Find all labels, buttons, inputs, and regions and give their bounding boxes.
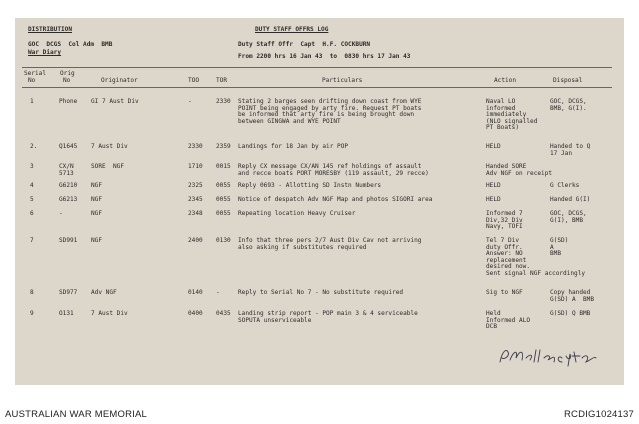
row-disposal-line: BMB bbox=[550, 250, 562, 258]
row-disposal-line: GOC, DCGS, bbox=[550, 98, 587, 105]
header-rule-top bbox=[22, 67, 612, 68]
row-disposal-line: BMB, G(I). bbox=[550, 104, 587, 112]
row-particulars-line: Landing strip report - POP main 3 & 4 serviceable bbox=[238, 310, 418, 317]
row-tor: 0055 bbox=[216, 182, 231, 189]
col-tor: TOR bbox=[216, 77, 228, 84]
col-too: TOO bbox=[188, 77, 200, 84]
row-particulars-line: Reply 0693 - Allotting SD Instn Numbers bbox=[238, 182, 382, 189]
row-disposal-line: A bbox=[550, 243, 554, 251]
row-action-line: Held bbox=[486, 310, 501, 317]
row-serial: 6 bbox=[30, 210, 34, 217]
col-disposal: Disposal bbox=[553, 77, 583, 84]
footer-institution: AUSTRALIAN WAR MEMORIAL bbox=[5, 409, 148, 420]
row-serial: 2. bbox=[30, 143, 38, 150]
col-orig: Orig bbox=[60, 70, 75, 77]
row-orig-no: G6213 bbox=[59, 196, 78, 203]
row-action-line: HELD bbox=[486, 196, 501, 203]
col-serial-no: No bbox=[28, 77, 36, 84]
row-tor: 0130 bbox=[216, 237, 231, 244]
row-action-line: Informed 7 bbox=[486, 210, 523, 217]
row-tor: 2330 bbox=[216, 98, 231, 105]
row-particulars-line: Repeating location Heavy Cruiser bbox=[238, 210, 356, 217]
row-tor: 2359 bbox=[216, 143, 231, 150]
row-particulars-line: Landings for 18 Jan by air POP bbox=[238, 143, 349, 150]
row-action-line: replacement bbox=[486, 256, 527, 264]
row-serial: 1 bbox=[30, 98, 34, 105]
row-orig-no: CX/N bbox=[59, 163, 74, 170]
col-serial: Serial bbox=[24, 70, 47, 77]
row-particulars-line: Notice of despatch Adv NGF Map and photos SIGORI area bbox=[238, 196, 433, 203]
row-disposal-line: G Clerks bbox=[550, 182, 580, 189]
row-disposal-line: 17 Jan bbox=[550, 149, 573, 157]
distribution-list: GOC DCGS Col Adm BMB bbox=[28, 41, 113, 48]
row-action-line: HELD bbox=[486, 143, 501, 150]
row-tor: 0435 bbox=[216, 310, 231, 317]
row-action-line: Tel 7 Div bbox=[486, 237, 520, 244]
col-action: Action bbox=[494, 77, 517, 84]
row-action-line: Naval LO bbox=[486, 98, 516, 105]
row-originator: 7 Aust Div bbox=[91, 310, 128, 317]
row-particulars-line: Info that three pers 2/7 Aust Div Cav not arriving bbox=[238, 237, 422, 244]
row-orig-no: SD977 bbox=[59, 289, 78, 296]
row-originator: GI 7 Aust Div bbox=[91, 98, 139, 105]
row-particulars-line: Reply CX message CX/AN 145 ref holdings of assault bbox=[238, 163, 422, 170]
row-tor: - bbox=[216, 289, 220, 296]
row-orig-no: Phone bbox=[59, 98, 78, 105]
row-too: 2345 bbox=[188, 196, 203, 203]
row-action-line: Sig to NGF bbox=[486, 289, 523, 296]
row-serial: 5 bbox=[30, 196, 34, 203]
duty-officer: Duty Staff Offr Capt H.F. COCKBURN bbox=[238, 41, 371, 48]
row-disposal-line: Handed to Q bbox=[550, 143, 591, 150]
row-too: 2330 bbox=[188, 143, 203, 150]
row-particulars-line: be informed that arty fire is being brought down bbox=[238, 111, 415, 119]
row-action-line: informed bbox=[486, 104, 516, 112]
row-orig-no: Q1645 bbox=[59, 143, 78, 150]
col-orig-no: No bbox=[63, 77, 71, 84]
row-originator: Adv NGF bbox=[91, 289, 117, 296]
row-too: 2348 bbox=[188, 210, 203, 217]
row-orig-no: - bbox=[59, 210, 63, 217]
row-disposal-line: G(SD) Q BMB bbox=[550, 310, 591, 317]
distribution-heading: DISTRIBUTION bbox=[28, 26, 73, 33]
row-originator: SORE NGF bbox=[91, 163, 125, 170]
row-particulars-line: Reply to Serial No 7 - No substitute required bbox=[238, 289, 404, 296]
row-particulars-line: between GINGWA and WYE POINT bbox=[238, 117, 341, 125]
row-orig-no: O131 bbox=[59, 310, 74, 317]
row-disposal-line: Copy handed bbox=[550, 289, 591, 296]
row-disposal-line: G(SD) bbox=[550, 237, 569, 244]
row-orig-no: SD991 bbox=[59, 237, 78, 244]
row-action-line: Answer: NO bbox=[486, 250, 523, 258]
period: From 2200 hrs 16 Jan 43 to 0830 hrs 17 Jan 43 bbox=[238, 53, 411, 60]
row-action-line: (NLO signalled bbox=[486, 117, 538, 125]
row-particulars-line: and recce boats PORT MORESBY (119 assault, 29 recce) bbox=[238, 169, 429, 177]
war-diary-label: War Diary bbox=[28, 49, 62, 56]
row-too: 0400 bbox=[188, 310, 203, 317]
row-serial: 7 bbox=[30, 237, 34, 244]
row-action-line: Handed SORE bbox=[486, 163, 527, 170]
row-disposal-line: Handed G(I) bbox=[550, 196, 591, 203]
row-originator: NGF bbox=[91, 210, 103, 217]
row-particulars-line: SOPUTA unserviceable bbox=[238, 316, 312, 324]
row-too: 0140 bbox=[188, 289, 203, 296]
row-serial: 4 bbox=[30, 182, 34, 189]
row-originator: NGF bbox=[91, 196, 103, 203]
row-action-line: Adv NGF on receipt bbox=[486, 169, 553, 177]
row-tor: 0015 bbox=[216, 163, 231, 170]
row-action-line: immediately bbox=[486, 111, 527, 119]
row-action-line: Informed ALO bbox=[486, 316, 531, 324]
row-originator: NGF bbox=[91, 237, 103, 244]
row-originator: 7 Aust Div bbox=[91, 143, 128, 150]
row-too: 2325 bbox=[188, 182, 203, 189]
row-action-line: desired now. bbox=[486, 263, 531, 271]
footer-identifier: RCDIG1024137 bbox=[564, 409, 634, 420]
row-orig-no-line2: 5713 bbox=[59, 169, 74, 177]
col-originator: Originator bbox=[101, 77, 138, 84]
row-action-line: DCB bbox=[486, 323, 498, 331]
row-serial: 9 bbox=[30, 310, 34, 317]
row-serial: 8 bbox=[30, 289, 34, 296]
row-particulars-line: POINT being engaged by arty fire. Request PT boats bbox=[238, 104, 422, 112]
row-disposal-line: G(SD) A BMB bbox=[550, 295, 595, 303]
row-too: - bbox=[188, 98, 192, 105]
row-too: 1710 bbox=[188, 163, 203, 170]
row-action-line: PT Boats) bbox=[486, 124, 520, 132]
row-action-line: Navy, TOFI bbox=[486, 223, 523, 231]
row-disposal-line: GOC, DCGS, bbox=[550, 210, 587, 217]
row-tor: 0055 bbox=[216, 210, 231, 217]
row-action-line: HELD bbox=[486, 182, 501, 189]
row-particulars-line: Stating 2 barges seen drifting down coast from WYE bbox=[238, 98, 422, 105]
row-tor: 0055 bbox=[216, 196, 231, 203]
signature-image bbox=[496, 342, 601, 367]
row-too: 2400 bbox=[188, 237, 203, 244]
log-title: DUTY STAFF OFFRS LOG bbox=[255, 26, 329, 33]
row-action-line: Sent signal NGF accordingly bbox=[486, 270, 586, 277]
row-originator: NGF bbox=[91, 182, 103, 189]
header-rule-bottom bbox=[22, 87, 612, 88]
row-serial: 3 bbox=[30, 163, 34, 170]
row-action-line: duty Offr. bbox=[486, 243, 523, 251]
row-action-line: Div,32 Div bbox=[486, 216, 523, 224]
row-orig-no: G6210 bbox=[59, 182, 78, 189]
col-particulars: Particulars bbox=[322, 77, 363, 84]
row-disposal-line: G(I), BMB bbox=[550, 216, 584, 224]
row-particulars-line: also asking if substitutes required bbox=[238, 243, 367, 251]
